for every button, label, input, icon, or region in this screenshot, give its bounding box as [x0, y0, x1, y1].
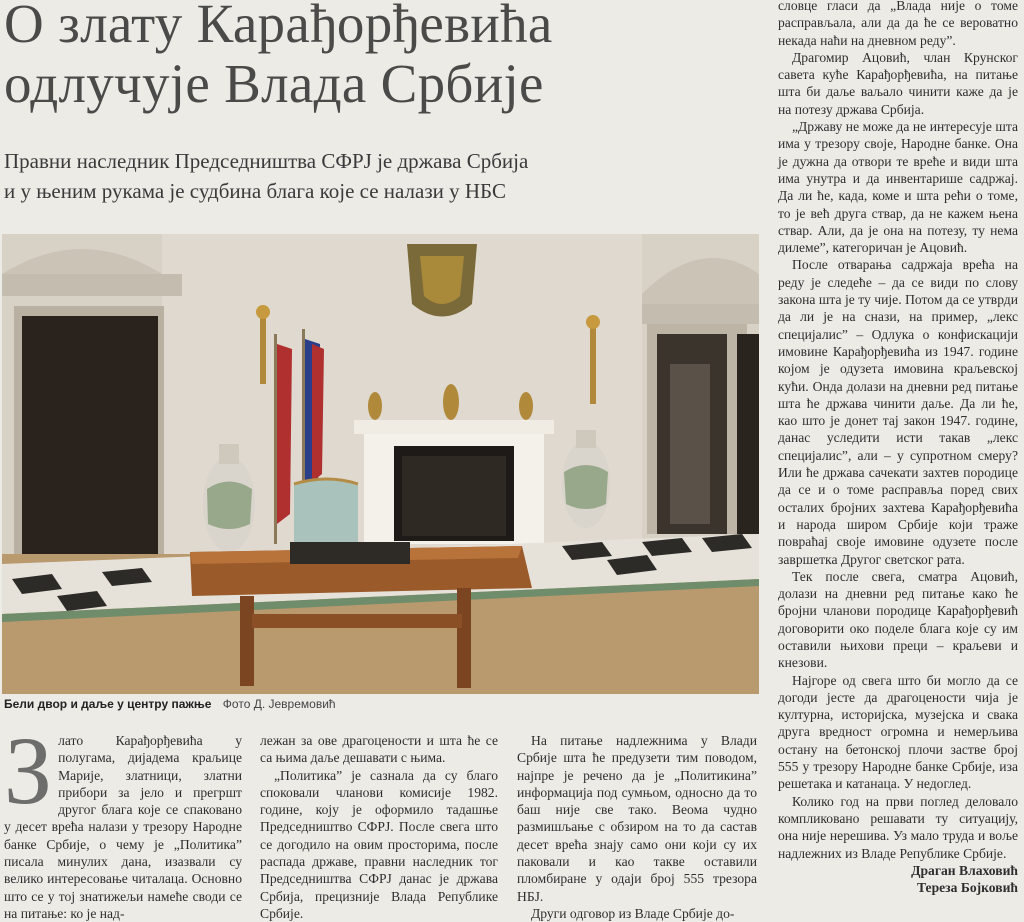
article-column-3 [517, 732, 757, 922]
paragraph: Колико год на први поглед деловало компликовано решавати ту ситуацију, она није нерешива. Уз мало труда и воље надлежних из Владе Републике Србије. [778, 793, 1018, 861]
article-column-4 [778, 0, 1018, 896]
headline [4, 0, 774, 114]
paragraph: лато Карађорђевића у полугама, дијадема краљице Марије, златници, златни прибори за јело и прегршт другог блага које се спаковано у десет врећа налази у трезору Народне банке Србије, о чему је „Политика” писала минулих дана, изазвали су велико интересовање читалаца. Основно што се у тој знатижељи намеће своди се на питање: ко је над- [4, 733, 242, 921]
paragraph: Драгомир Ацовић, члан Крунског савета куће Карађорђевића, на питање шта би даље ваљало чинити каже да је на потезу држава Србија. [778, 49, 1018, 117]
photo-credit: Фото Д. Јевремовић [222, 697, 336, 711]
paragraph: Најгоре од свега што би могло да се догоди јесте да драгоцености чија је културна, историјска, музејска и свака друга вредност огромна и немерљива остану на бетонској плочи застве број 555 у трезору Народне банке Србије, иза решетака и катанаца. У недоглед. [778, 672, 1018, 792]
paragraph: словце гласи да „Влада није о томе расправљала, али да да ће се вероватно некада наћи на дневном реду”. [778, 0, 1018, 48]
paragraph: После отварања садржаја врећа на реду је следеће – да се види по слову закона шта је ту чије. Потом да се утврди да ли је на снази, на пример, „лекс специјалис” – Одлука о конфискацији имовине Карађорђевића из 1947. године којом је одузета имовина краљевској кући. Онда долази на дневни ред питање шта ће држава чинити даље. Да ли ће, као што је донет тај закон 1947. године, данас уследити исти такав „лекс специјалис”, али – у супротном смеру? Или ће држава сачекати захтев породице да се и о томе расправља поред свих осталих бројних захтева Карађорђевића и народа широм Србије који траже повраћај своје имовине одузете после завршетка Другог светског рата. [778, 257, 1018, 567]
room-photo-illustration [2, 234, 759, 694]
headline-line-2: одлучује Влада Србије [4, 53, 544, 114]
article-photo [2, 234, 759, 694]
paragraph: Тек после свега, сматра Ацовић, долази на дневни ред питање како ће бројни чланови породице Карађорђевић договорити око поделе блага које су им оставили њихови преци – краљеви и кнезови. [778, 568, 1018, 671]
paragraph: „Државу не може да не интересује шта има у трезору своје, Народне банке. Она је дужна да отвори те вреће и види шта има унутра и да инвентарише садржај. Да ли ће, када, коме и шта рећи о томе, то је већ друга ствар, да не кажем њена ствар. Али, да је она на потезу, ту нема дилеме”, категоричан је Ацовић. [778, 119, 1018, 256]
drop-cap: З [4, 717, 53, 824]
subheadline-line-1: Правни наследник Председништва СФРЈ је држава Србија [4, 149, 529, 173]
subheadline-line-2: и у њеним рукама је судбина блага које се налази у НБС [4, 179, 506, 203]
paragraph: На питање надлежнима у Влади Србије шта ће предузети тим поводом, најпре је речено да је „Политикина” информација под сумњом, односно да то баш није све тако. Веома чудно размишљање с обзиром на то да састав десет врећа знају само они који су их паковали и као такве оставили пломбиране у одаји број 555 трезора НБЈ. [517, 733, 757, 904]
subheadline [4, 146, 764, 206]
headline-line-1: О злату Карађорђевића [4, 0, 553, 54]
author-signature-1: Драган Влаховић [911, 862, 1018, 878]
author-signature-2: Тереза Бојковић [917, 880, 1018, 896]
paragraph: лежан за ове драгоцености и шта ће се са њима даље дешавати с њима. [260, 733, 498, 766]
caption-text: Бели двор и даље у центру пажње [4, 697, 212, 711]
article-column-1 [4, 717, 242, 922]
article-column-2 [260, 732, 498, 922]
paragraph: „Политика” је сазнала да су благо споковали чланови комисије 1982. године, коју је оформило тадашње Председништво СФРЈ. После свега што се догодило на овим просторима, после распада државе, правни наследник тог Председништва СФРЈ данас је држава Србија, прецизније Влада Републике Србије. [260, 767, 498, 921]
paragraph: Други одговор из Владе Србије до- [531, 905, 735, 921]
photo-caption [4, 697, 761, 711]
